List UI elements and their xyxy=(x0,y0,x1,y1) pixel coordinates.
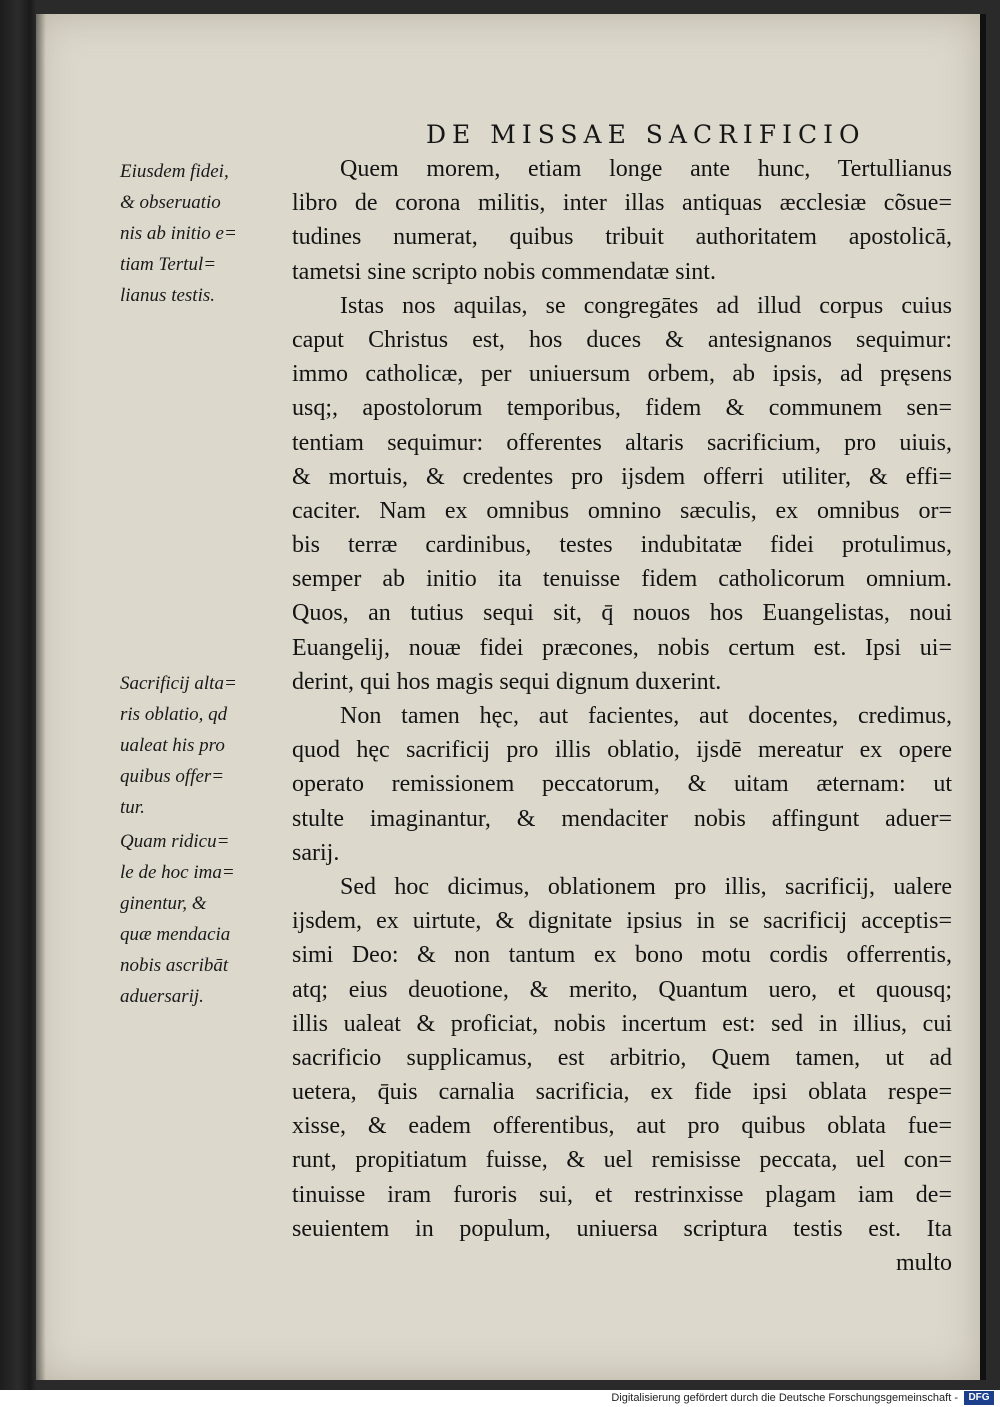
margin-note-line: Quam ridicu= xyxy=(120,831,230,852)
text-line: sacrificio supplicamus, est arbitrio, Quem tamen, ut ad xyxy=(292,1044,952,1071)
running-head: DE MISSAE SACRIFICIO xyxy=(426,120,866,149)
text-line: Istas nos aquilas, se congregātes ad illud corpus cuius xyxy=(340,292,952,319)
text-line: atq; eius deuotione, & merito, Quantum uero, et quousq; xyxy=(292,976,952,1003)
margin-note-line: lianus testis. xyxy=(120,285,216,306)
text-line: & mortuis, & credentes pro ijsdem offerri utiliter, & effi= xyxy=(292,463,952,490)
margin-note-line: & obseruatio xyxy=(120,192,221,213)
text-line: simi Deo: & non tantum ex bono motu cordis offerrentis, xyxy=(292,942,952,969)
text-line: Non tamen hęc, aut facientes, aut docentes, credimus, xyxy=(340,703,952,729)
text-line: quod hęc sacrificij pro illis oblatio, ijsdē mereatur ex opere xyxy=(292,737,952,764)
margin-note-line: quæ mendacia xyxy=(120,924,231,945)
margin-note-line: tiam Tertul= xyxy=(120,254,217,275)
text-line: tinuisse iram furoris sui, et restrinxisse plagam iam de= xyxy=(292,1181,952,1208)
text-line: semper ab initio ita tenuisse fidem catholicorum omnium. xyxy=(292,566,952,593)
margin-note-line: ginentur, & xyxy=(120,893,207,914)
margin-note-line: Sacrificij alta= xyxy=(120,673,237,694)
text-line: tentiam sequimur: offerentes altaris sacrificium, pro uiuis, xyxy=(292,429,952,456)
text-line: sarij. xyxy=(292,839,340,866)
margin-note-line: Eiusdem fidei, xyxy=(120,161,229,182)
text-line: tametsi sine scripto nobis commendatæ sint. xyxy=(292,258,716,285)
margin-note-line: le de hoc ima= xyxy=(120,862,235,883)
text-line: uetera, q̄uis carnalia sacrificia, ex fide ipsi oblata respe= xyxy=(292,1079,952,1106)
text-line: Sed hoc dicimus, oblationem pro illis, sacrificij, ualere xyxy=(340,873,952,900)
margin-note-line: quibus offer= xyxy=(120,766,225,787)
text-line: bis terræ cardinibus, testes indubitatæ fidei protulimus, xyxy=(292,532,952,559)
text-line: xisse, & eadem offerentibus, aut pro quibus oblata fue= xyxy=(292,1113,952,1140)
margin-note-1 xyxy=(120,156,270,311)
text-line: illis ualeat & proficiat, nobis incertum est: sed in illius, cui xyxy=(292,1010,952,1037)
margin-note-line: ualeat his pro xyxy=(120,735,225,756)
margin-note-3 xyxy=(120,826,270,1012)
catchword: multo xyxy=(895,1250,952,1276)
text-line: caput Christus est, hos duces & antesignanos sequimur: xyxy=(292,326,952,353)
text-line: operato remissionem peccatorum, & uitam æternam: ut xyxy=(292,771,952,798)
dfg-logo-icon: DFG xyxy=(964,1391,994,1405)
margin-note-line: nobis ascribāt xyxy=(120,955,229,976)
text-line: tudines numerat, quibus tribuit authoritatem apostolicā, xyxy=(292,224,952,251)
text-line: derint, qui hos magis sequi dignum duxerint. xyxy=(292,668,722,695)
text-line: libro de corona militis, inter illas antiquas æcclesiæ cõsue= xyxy=(292,190,952,217)
text-line: usq;, apostolorum temporibus, fidem & communem sen= xyxy=(292,395,952,422)
text-line: stulte imaginantur, & mendaciter nobis affingunt aduer= xyxy=(292,805,952,832)
text-line: runt, propitiatum fuisse, & uel remisisse peccata, uel con= xyxy=(292,1147,952,1174)
margin-note-line: tur. xyxy=(120,797,145,818)
text-line: ijsdem, ex uirtute, & dignitate ipsius in se sacrificij acceptis= xyxy=(292,908,952,935)
margin-note-2 xyxy=(120,668,270,823)
margin-note-line: ris oblatio, qd xyxy=(120,704,228,725)
text-line: Quos, an tutius sequi sit, q̄ nouos hos Euangelistas, noui xyxy=(292,600,952,627)
margin-note-line: aduersarij. xyxy=(120,986,204,1007)
text-line: Quem morem, etiam longe ante hunc, Tertullianus xyxy=(340,156,952,182)
body-text xyxy=(292,152,952,1280)
margin-note-line: nis ab initio e= xyxy=(120,223,237,244)
text-line: seuientem in populum, uniuersa scriptura testis est. Ita xyxy=(292,1215,952,1242)
funding-credit: Digitalisierung gefördert durch die Deutsche Forschungsgemeinschaft - xyxy=(611,1392,958,1404)
text-line: immo catholicæ, per uniuersum orbem, ab ipsis, ad pręsens xyxy=(292,361,952,388)
text-line: Euangelij, nouæ fidei præcones, nobis certum est. Ipsi ui= xyxy=(292,634,952,661)
text-line: caciter. Nam ex omnibus omnino sæculis, ex omnibus or= xyxy=(292,497,952,524)
